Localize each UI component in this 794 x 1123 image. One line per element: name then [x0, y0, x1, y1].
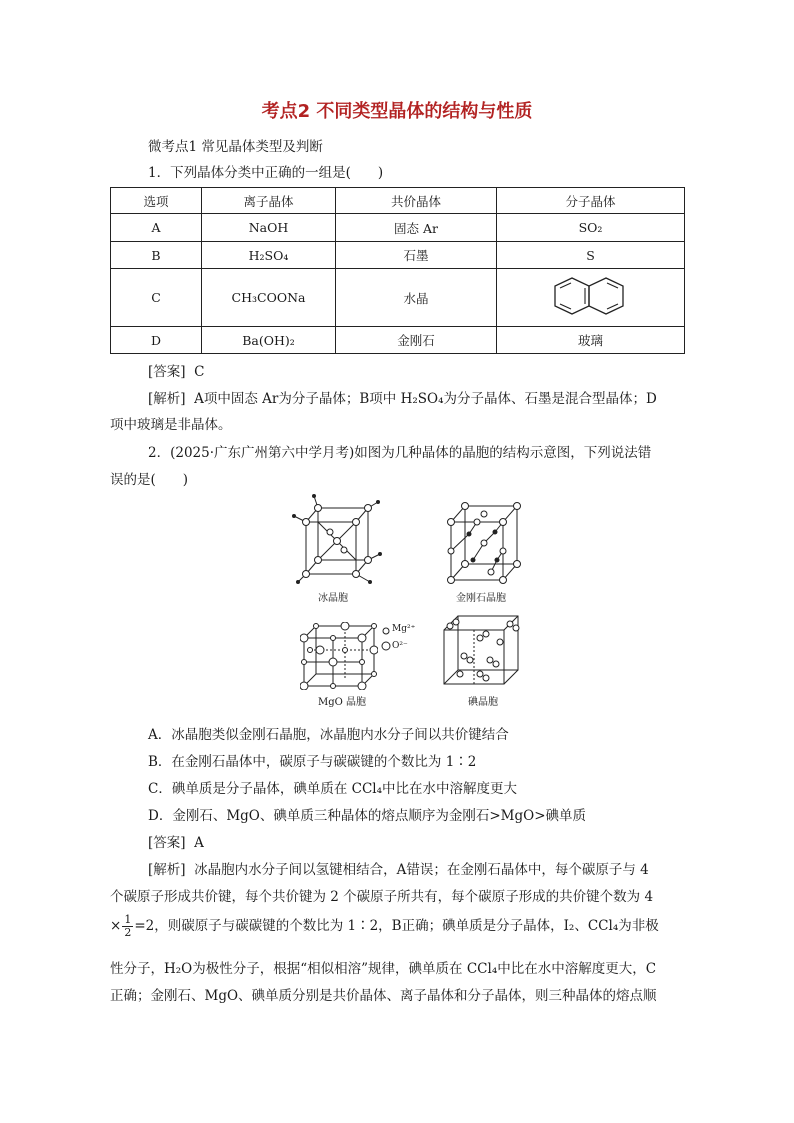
- header-molecular: 分子晶体: [497, 188, 685, 214]
- q2-stem-line1: 2．(2025·广东广州第六中学月考)如图为几种晶体的晶胞的结构示意图，下列说法错: [148, 445, 652, 461]
- cell-opt: D: [111, 327, 202, 354]
- analysis-text: =2，则碳原子与碳碳键的个数比为 1∶2，B正确；碘单质是分子晶体，I₂、CCl₄为非极: [134, 918, 659, 934]
- analysis-label: [解析]: [148, 862, 186, 878]
- page-title: 考点2 不同类型晶体的结构与性质: [261, 101, 533, 122]
- cell-opt: C: [111, 269, 202, 327]
- fraction: [122, 914, 133, 939]
- analysis-label: [解析]: [148, 391, 186, 407]
- q2-analysis-line1: [148, 858, 649, 878]
- header-covalent: 共价晶体: [336, 188, 497, 214]
- table-row: [111, 214, 685, 242]
- q2-analysis-line2: 个碳原子形成共价键，每个共价键为 2 个碳原子所共有，每个碳原子形成的共价键个数为 4: [110, 889, 654, 905]
- answer-label: [答案]: [148, 835, 186, 851]
- sub-point-heading: 微考点1 常见晶体类型及判断: [148, 139, 323, 155]
- header-option: 选项: [111, 188, 202, 214]
- cell-covalent: 石墨: [336, 242, 497, 269]
- cell-opt: A: [111, 214, 202, 242]
- header-ionic: 离子晶体: [202, 188, 336, 214]
- answer-value: A: [194, 835, 204, 851]
- q2-analysis-line5: 正确；金刚石、MgO、碘单质分别是共价晶体、离子晶体和分子晶体，则三种晶体的熔点顺: [110, 988, 657, 1004]
- q2-analysis-line4: 性分子，H₂O为极性分子，根据“相似相溶”规律，碘单质在 CCl₄中比在水中溶解度更大，C: [110, 961, 657, 977]
- analysis-text: 冰晶胞内水分子间以氢键相结合，A错误；在金刚石晶体中，每个碳原子与 4: [194, 862, 649, 878]
- q2-answer: [148, 831, 204, 851]
- q1-analysis-line2: 项中玻璃是非晶体。: [110, 417, 232, 433]
- naphthalene-icon: [551, 274, 631, 318]
- multiply-sign: ×: [110, 918, 122, 934]
- analysis-text: A项中固态 Ar为分子晶体；B项中 H₂SO₄为分子晶体、石墨是混合型晶体；D: [194, 391, 657, 407]
- q2-option-d: D．金刚石、MgO、碘单质三种晶体的熔点顺序为金刚石>MgO>碘单质: [148, 808, 587, 824]
- q2-analysis-line3: [110, 914, 659, 939]
- ice-caption: 冰晶胞: [318, 593, 348, 604]
- cell-ionic: CH₃COONa: [202, 269, 336, 327]
- mgo-legend-symbols: [381, 626, 391, 652]
- q1-answer: [148, 360, 204, 380]
- diamond-unit-cell-figure: [447, 502, 522, 584]
- cell-ionic: NaOH: [202, 214, 336, 242]
- q1-table: [110, 187, 685, 354]
- iodine-unit-cell-figure: [440, 612, 524, 688]
- table-header-row: [111, 188, 685, 214]
- q1-analysis-line1: [148, 387, 657, 407]
- ice-unit-cell-figure: [292, 492, 382, 584]
- cell-ionic: Ba(OH)₂: [202, 327, 336, 354]
- table-row: [111, 327, 685, 354]
- answer-label: [答案]: [148, 364, 186, 380]
- q2-option-a: A．冰晶胞类似金刚石晶胞，冰晶胞内水分子间以共价键结合: [148, 727, 509, 743]
- table-row: [111, 242, 685, 269]
- cell-molecular: 玻璃: [497, 327, 685, 354]
- fraction-denominator: 2: [124, 926, 132, 939]
- cell-molecular: S: [497, 242, 685, 269]
- naphthalene-structure-cell: [497, 269, 685, 327]
- o-ion-label: O²⁻: [392, 641, 408, 651]
- q2-stem-line2: 误的是( ): [110, 472, 189, 488]
- q2-option-b: B．在金刚石晶体中，碳原子与碳碳键的个数比为 1∶2: [148, 754, 477, 770]
- iodine-caption: 碘晶胞: [468, 697, 498, 708]
- q2-option-c: C．碘单质是分子晶体，碘单质在 CCl₄中比在水中溶解度更大: [148, 781, 518, 797]
- diamond-caption: 金刚石晶胞: [456, 593, 506, 604]
- cell-covalent: 固态 Ar: [336, 214, 497, 242]
- fraction-numerator: 1: [124, 913, 132, 926]
- cell-covalent: 金刚石: [336, 327, 497, 354]
- q1-stem: 1．下列晶体分类中正确的一组是( ): [148, 165, 384, 181]
- mg-ion-label: Mg²⁺: [392, 624, 416, 634]
- cell-ionic: H₂SO₄: [202, 242, 336, 269]
- cell-covalent: 水晶: [336, 269, 497, 327]
- answer-value: C: [194, 364, 205, 380]
- cell-opt: B: [111, 242, 202, 269]
- cell-molecular: SO₂: [497, 214, 685, 242]
- mgo-caption: MgO 晶胞: [318, 697, 367, 708]
- table-row: [111, 269, 685, 327]
- mgo-unit-cell-figure: [300, 622, 378, 690]
